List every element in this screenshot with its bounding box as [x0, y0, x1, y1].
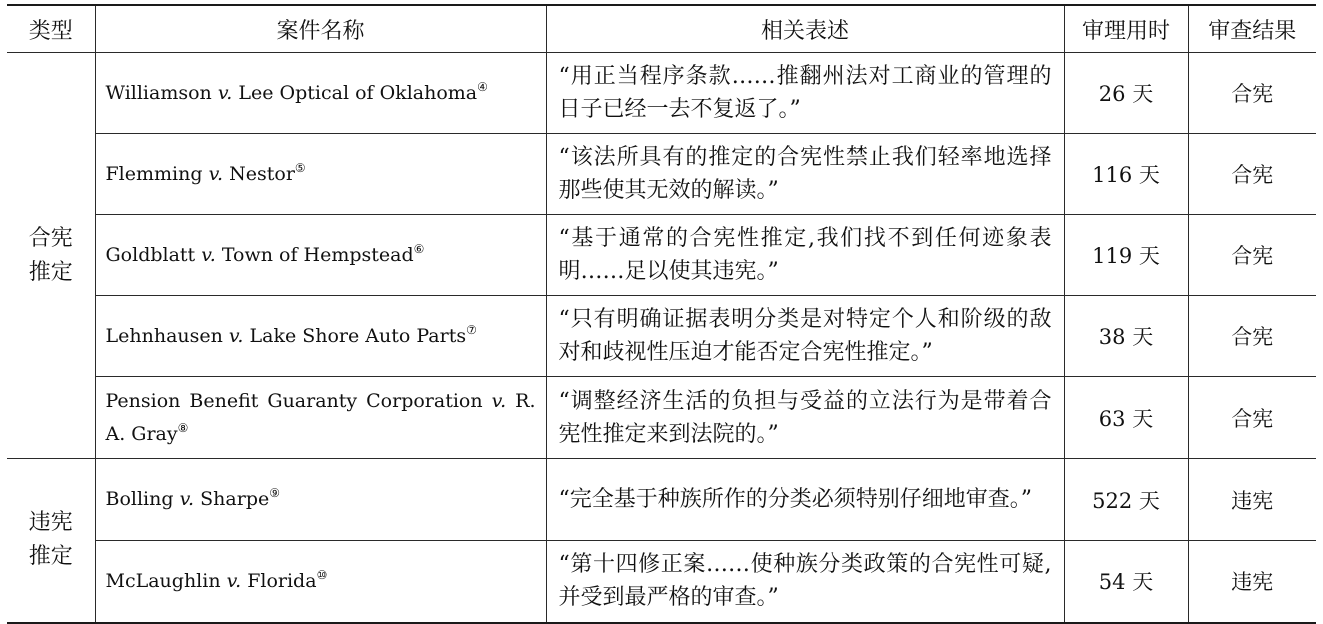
case-name-cell	[95, 541, 546, 623]
result-cell: 合宪	[1188, 215, 1316, 296]
plaintiff: Flemming	[105, 162, 203, 185]
versus: v.	[217, 81, 233, 104]
statement-cell: “完全基于种族所作的分类必须特别仔细地审查。”	[546, 459, 1064, 541]
footnote-marker: ⑩	[316, 567, 328, 582]
defendant: R. A. Gray	[105, 389, 536, 445]
table-row	[7, 215, 1316, 296]
table-row	[7, 377, 1316, 459]
header-case-name: 案件名称	[95, 5, 546, 53]
statement-cell: “调整经济生活的负担与受益的立法行为是带着合宪性推定来到法院的。”	[546, 377, 1064, 459]
versus: v.	[491, 389, 507, 412]
statement-cell: “该法所具有的推定的合宪性禁止我们轻率地选择那些使其无效的解读。”	[546, 134, 1064, 215]
type-label: 违宪推定	[28, 510, 73, 570]
duration-cell: 116 天	[1064, 134, 1188, 215]
duration-cell: 522 天	[1064, 459, 1188, 541]
statement-cell: “第十四修正案……使种族分类政策的合宪性可疑,并受到最严格的审查。”	[546, 541, 1064, 623]
footnote-marker: ⑦	[466, 322, 477, 337]
case-name-cell	[95, 53, 546, 134]
plaintiff: Lehnhausen	[105, 324, 223, 347]
table-row	[7, 459, 1316, 541]
table-row	[7, 53, 1316, 134]
result-cell: 合宪	[1188, 296, 1316, 377]
plaintiff: Goldblatt	[105, 243, 196, 266]
case-name-cell	[95, 296, 546, 377]
result-cell: 合宪	[1188, 134, 1316, 215]
table-row	[7, 296, 1316, 377]
header-type: 类型	[7, 5, 95, 53]
defendant: Town of Hempstead	[221, 243, 414, 266]
duration-cell: 26 天	[1064, 53, 1188, 134]
type-cell-constitutional	[7, 53, 95, 459]
footnote-marker: ④	[477, 79, 488, 94]
versus: v.	[228, 324, 244, 347]
duration-cell: 119 天	[1064, 215, 1188, 296]
type-cell-unconstitutional	[7, 459, 95, 623]
statement-cell: “基于通常的合宪性推定,我们找不到任何迹象表明……足以使其违宪。”	[546, 215, 1064, 296]
duration-cell: 54 天	[1064, 541, 1188, 623]
table-body	[7, 53, 1316, 623]
footnote-marker: ⑨	[269, 486, 280, 500]
defendant: Florida	[247, 569, 317, 592]
header-duration: 审理用时	[1064, 5, 1188, 53]
case-name-cell	[95, 215, 546, 296]
result-cell: 违宪	[1188, 459, 1316, 541]
plaintiff: Williamson	[105, 81, 212, 104]
versus: v.	[179, 488, 195, 510]
header-result: 审查结果	[1188, 5, 1316, 53]
header-row	[7, 5, 1316, 53]
plaintiff: Pension Benefit Guaranty Corporation	[105, 389, 483, 412]
defendant: Lake Shore Auto Parts	[249, 324, 467, 347]
defendant: Nestor	[229, 162, 295, 185]
header-statement: 相关表述	[546, 5, 1064, 53]
result-cell: 违宪	[1188, 541, 1316, 623]
type-label: 合宪推定	[28, 225, 73, 285]
cases-table	[7, 4, 1316, 624]
defendant: Sharpe	[200, 488, 270, 510]
footnote-marker: ⑧	[177, 420, 189, 435]
case-name-cell	[95, 134, 546, 215]
statement-cell: “用正当程序条款……推翻州法对工商业的管理的日子已经一去不复返了。”	[546, 53, 1064, 134]
plaintiff: McLaughlin	[105, 569, 221, 592]
table-row	[7, 134, 1316, 215]
result-cell: 合宪	[1188, 377, 1316, 459]
duration-cell: 63 天	[1064, 377, 1188, 459]
statement-cell: “只有明确证据表明分类是对特定个人和阶级的敌对和歧视性压迫才能否定合宪性推定。”	[546, 296, 1064, 377]
versus: v.	[201, 243, 216, 266]
case-name-cell	[95, 377, 546, 459]
duration-cell: 38 天	[1064, 296, 1188, 377]
table-row	[7, 541, 1316, 623]
versus: v.	[226, 569, 242, 592]
footnote-marker: ⑤	[294, 160, 306, 175]
plaintiff: Bolling	[105, 488, 174, 510]
footnote-marker: ⑥	[413, 241, 425, 256]
versus: v.	[208, 162, 224, 185]
defendant: Lee Optical of Oklahoma	[238, 81, 478, 104]
case-name-cell	[95, 459, 546, 541]
result-cell: 合宪	[1188, 53, 1316, 134]
